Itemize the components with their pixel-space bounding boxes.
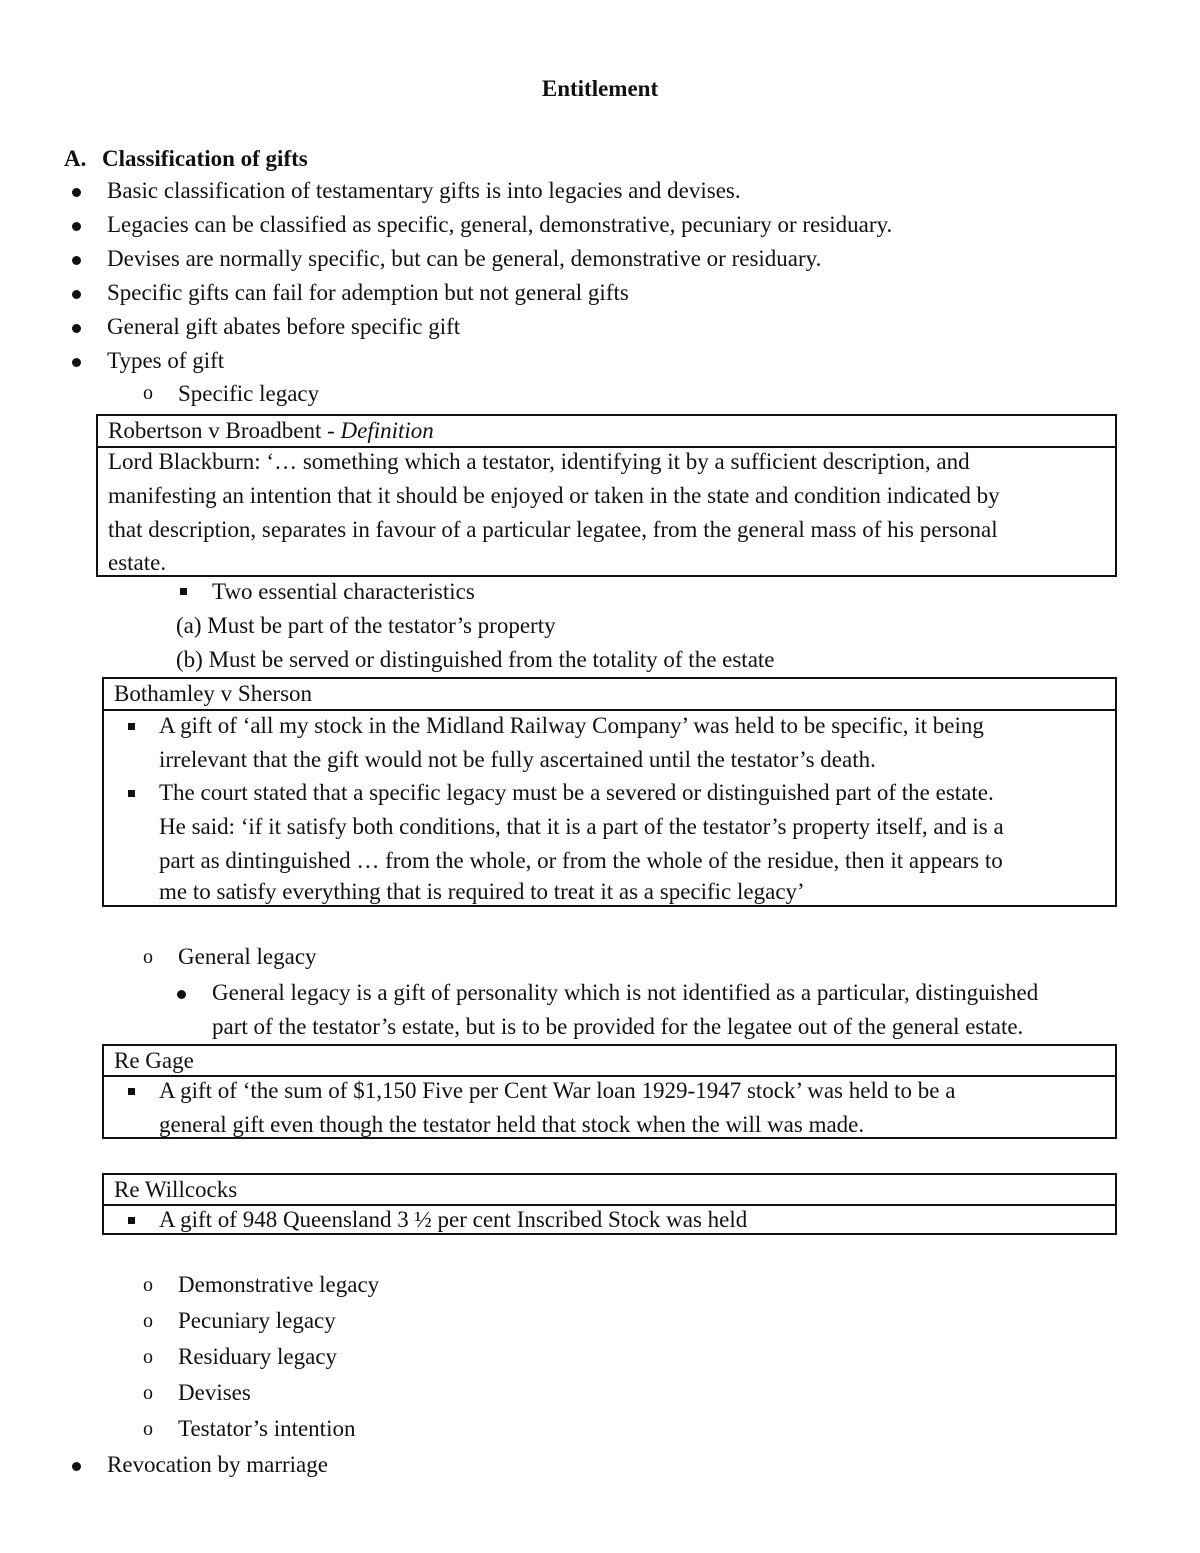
circle-bullet-icon: o [143,382,153,404]
bullet-icon [72,290,81,299]
case-name: Bothamley v Sherson [114,681,313,706]
case-point-line: irrelevant that the gift would not be fully ascertained until the testator’s death. [159,747,876,772]
page-title: Entitlement [541,76,659,101]
bullet-text: Basic classification of testamentary gifts is into legacies and devises. [107,178,741,203]
case-point-line: A gift of 948 Queensland 3 ½ per cent Inscribed Stock was held [159,1207,748,1232]
circle-bullet-icon: o [143,1418,153,1440]
circle-bullet-icon: o [143,1346,153,1368]
bullet-icon [72,188,81,197]
square-bullet-icon [128,1217,135,1224]
general-legacy-definition: General legacy is a gift of personality which is not identified as a particular, distinguished [212,980,1039,1005]
section-letter: A. [64,146,87,171]
circle-bullet-icon: o [143,1310,153,1332]
legacy-type-item: Residuary legacy [178,1344,338,1369]
characteristic-item: (a) Must be part of the testator’s property [176,613,556,638]
case-name: Re Gage [114,1048,194,1073]
circle-bullet-icon: o [143,1382,153,1404]
case-point-line: He said: ‘if it satisfy both conditions, that it is a part of the testator’s property itself, and is a [159,814,1004,839]
bullet-icon [72,324,81,333]
quote-line: manifesting an intention that it should be enjoyed or taken in the state and condition indicated by [108,483,1000,508]
case-point-line: part as dintinguished … from the whole, or from the whole of the residue, then it appears to [159,848,1003,873]
bullet-icon [72,256,81,265]
bullet-text: Specific gifts can fail for ademption but not general gifts [107,280,629,305]
characteristic-item: (b) Must be served or distinguished from the totality of the estate [176,647,775,672]
case-point-line: general gift even though the testator held that stock when the will was made. [159,1112,865,1137]
case-box-header [104,679,1115,711]
quote-line: Lord Blackburn: ‘… something which a testator, identifying it by a sufficient description, and [108,449,970,474]
quote-line: estate. [108,550,167,575]
case-box-robertson [96,414,1117,577]
bullet-icon [72,1462,81,1471]
legacy-type-item: Pecuniary legacy [178,1308,336,1333]
square-bullet-icon [128,1088,135,1095]
legacy-type-item: Demonstrative legacy [178,1272,380,1297]
bullet-text: Types of gift [107,348,225,373]
bullet-icon [72,222,81,231]
specific-legacy-label: Specific legacy [178,381,320,406]
case-box-header [104,1175,1115,1206]
circle-bullet-icon: o [143,1274,153,1296]
case-tag: Definition [340,418,434,443]
case-box-header [104,1046,1115,1077]
bullet-icon [72,358,81,367]
bullet-text: General gift abates before specific gift [107,314,461,339]
case-name: Re Willcocks [114,1177,238,1202]
square-bullet-icon [180,588,187,595]
characteristics-heading: Two essential characteristics [212,579,475,604]
case-box-re-gage [102,1044,1117,1139]
legacy-type-item: Testator’s intention [178,1416,356,1441]
circle-bullet-icon: o [143,946,153,968]
final-bullet-text: Revocation by marriage [107,1452,328,1477]
case-name: Robertson v Broadbent - [108,418,341,443]
bullet-text: Legacies can be classified as specific, general, demonstrative, pecuniary or residuary. [107,212,893,237]
general-legacy-label: General legacy [178,944,317,969]
section-heading: Classification of gifts [102,146,308,171]
case-point-line: The court stated that a specific legacy must be a severed or distinguished part of the estate. [159,780,994,805]
case-point-line: A gift of ‘all my stock in the Midland Railway Company’ was held to be specific, it being [159,713,984,738]
bullet-text: Devises are normally specific, but can be general, demonstrative or residuary. [107,246,822,271]
square-bullet-icon [128,790,135,797]
square-bullet-icon [128,723,135,730]
general-legacy-definition: part of the testator’s estate, but is to be provided for the legatee out of the general estate. [212,1014,1024,1039]
bullet-icon [177,990,186,999]
legacy-type-item: Devises [178,1380,251,1405]
case-point-line: A gift of ‘the sum of $1,150 Five per Cent War loan 1929-1947 stock’ was held to be a [159,1078,956,1103]
case-box-bothamley [102,677,1117,907]
case-box-header [98,416,1115,448]
quote-line: that description, separates in favour of a particular legatee, from the general mass of his personal [108,517,998,542]
case-box-re-willcocks [102,1173,1117,1235]
case-point-line: me to satisfy everything that is required to treat it as a specific legacy’ [159,879,805,904]
